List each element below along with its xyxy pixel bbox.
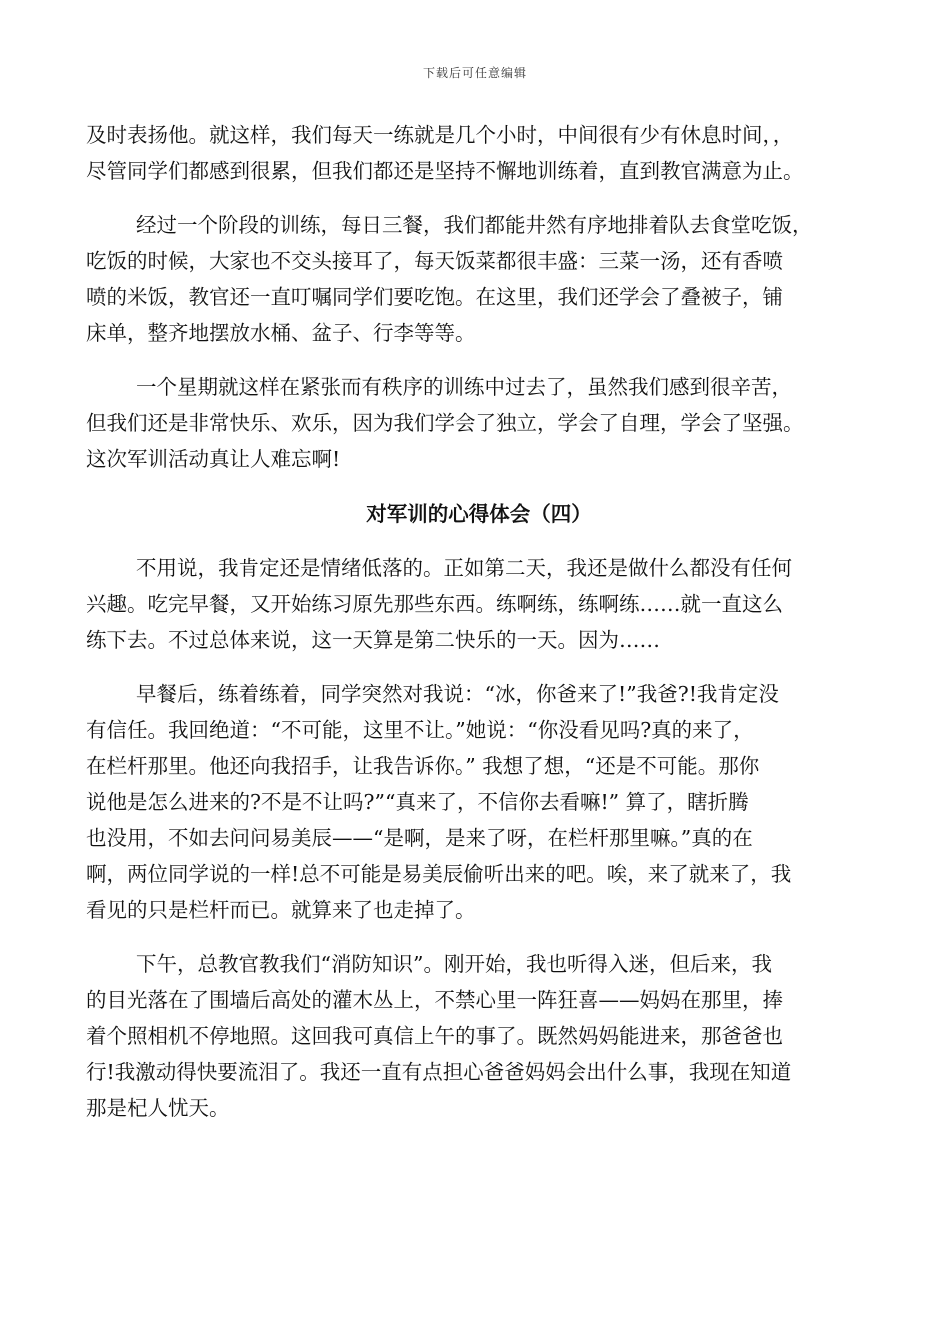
text-line: 这次军训活动真让人难忘啊! [86, 447, 341, 471]
text-line: 的目光落在了围墙后高处的灌木丛上，不禁心里一阵狂喜——妈妈在那里，捧 [86, 988, 783, 1012]
paragraph [86, 676, 872, 928]
text-line: 床单，整齐地摆放水桶、盆子、行李等等。 [86, 321, 476, 345]
text-line: 早餐后，练着练着，同学突然对我说：“冰，你爸来了!”我爸?!我肯定没 [136, 682, 779, 706]
text-line: 练下去。不过总体来说，这一天算是第二快乐的一天。因为…… [86, 628, 660, 652]
text-line: 着个照相机不停地照。这回我可真信上午的事了。既然妈妈能进来，那爸爸也 [86, 1024, 783, 1048]
text-line: 看见的只是栏杆而已。就算来了也走掉了。 [86, 898, 476, 922]
page-header: 下载后可任意编辑 [422, 66, 527, 80]
paragraph [86, 207, 872, 351]
text-line: 下午，总教官教我们“消防知识”。刚开始，我也听得入迷，但后来，我 [136, 952, 772, 976]
paragraph [86, 117, 872, 189]
text-line: 不用说，我肯定还是情绪低落的。正如第二天，我还是做什么都没有任何 [136, 556, 792, 580]
text-line: 兴趣。吃完早餐，又开始练习原先那些东西。练啊练，练啊练……就一直这么 [86, 592, 783, 616]
paragraph [86, 550, 872, 658]
text-line: 喷的米饭，教官还一直叮嘱同学们要吃饱。在这里，我们还学会了叠被子，铺 [86, 285, 783, 309]
text-line: 啊，两位同学说的一样!总不可能是易美辰偷听出来的吧。唉，来了就来了，我 [86, 862, 792, 886]
paragraph [86, 946, 872, 1126]
text-line: 也没用，不如去问问易美辰——“是啊，是来了呀，在栏杆那里嘛。”真的在 [86, 826, 753, 850]
text-line: 说他是怎么进来的?不是不让吗?”“真来了，不信你去看嘛!” 算了，瞎折腾 [86, 790, 749, 814]
text-line: 在栏杆那里。他还向我招手，让我告诉你。” 我想了想，“还是不可能。那你 [86, 754, 760, 778]
text-line: 吃饭的时候，大家也不交头接耳了，每天饭菜都很丰盛：三菜一汤，还有香喷 [86, 249, 783, 273]
section-title: 对军训的心得体会（四） [366, 502, 592, 526]
text-line: 一个星期就这样在紧张而有秩序的训练中过去了，虽然我们感到很辛苦， [136, 375, 792, 399]
document-body [86, 117, 872, 1126]
text-line: 但我们还是非常快乐、欢乐，因为我们学会了独立，学会了自理，学会了坚强。 [86, 411, 804, 435]
text-line: 经过一个阶段的训练，每日三餐，我们都能井然有序地排着队去食堂吃饭， [136, 213, 813, 237]
text-line: 及时表扬他。就这样，我们每天一练就是几个小时，中间很有少有休息时间，， [86, 123, 794, 147]
text-line: 行!我激动得快要流泪了。我还一直有点担心爸爸妈妈会出什么事，我现在知道 [86, 1060, 792, 1084]
text-line: 尽管同学们都感到很累，但我们都还是坚持不懈地训练着，直到教官满意为止。 [86, 159, 804, 183]
text-line: 那是杞人忧天。 [86, 1096, 230, 1120]
paragraph [86, 369, 872, 477]
text-line: 有信任。我回绝道：“不可能，这里不让。”她说：“你没看见吗?真的来了， [86, 718, 754, 742]
